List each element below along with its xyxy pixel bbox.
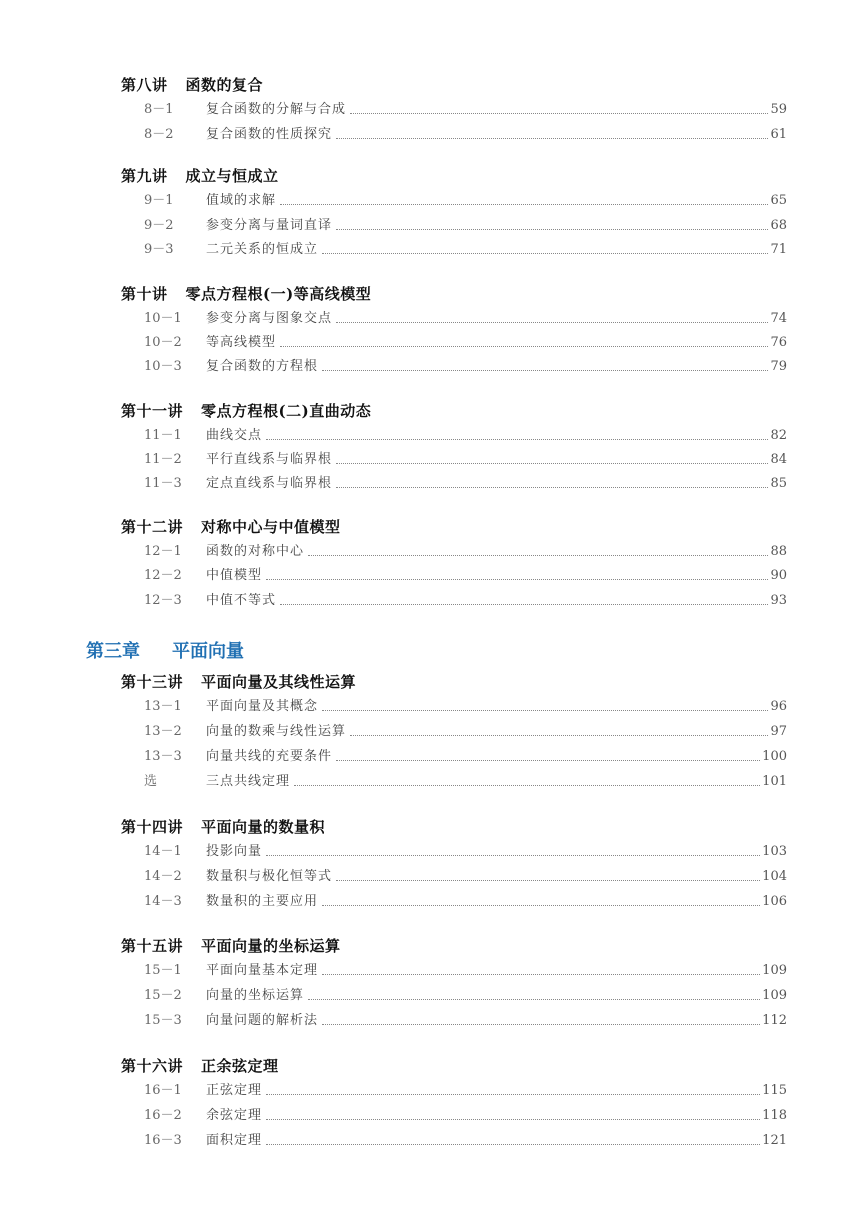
section-title: 值域的求解 [206, 193, 277, 208]
toc-entry[interactable] [144, 451, 787, 469]
toc-entry[interactable] [144, 334, 787, 352]
dot-leader [280, 603, 768, 605]
page-number: 96 [770, 699, 787, 714]
chapter-heading [86, 641, 244, 663]
dot-leader [266, 1093, 760, 1095]
chapter-title: 平面向量 [172, 641, 244, 662]
section-title: 向量的数乘与线性运算 [206, 724, 347, 739]
section-number: 14－3 [144, 894, 182, 909]
section-title: 等高线模型 [206, 335, 277, 350]
page-number: 59 [770, 102, 787, 117]
page-number: 97 [770, 724, 787, 739]
section-title: 复合函数的性质探究 [206, 127, 333, 142]
toc-entry[interactable] [144, 241, 787, 259]
section-number: 12－2 [144, 568, 182, 583]
page-number: 79 [770, 359, 787, 374]
page-number: 88 [770, 544, 787, 559]
dot-leader [280, 203, 768, 205]
section-number: 15－3 [144, 1013, 182, 1028]
dot-leader [350, 734, 768, 736]
dot-leader [322, 369, 768, 371]
section-number: 14－1 [144, 844, 182, 859]
page-number: 121 [762, 1133, 787, 1148]
lecture-title: 零点方程根(二)直曲动态 [201, 402, 372, 420]
lecture-number: 第十二讲 [121, 518, 184, 536]
lecture-number: 第十四讲 [121, 818, 184, 836]
page-number: 115 [762, 1083, 787, 1098]
page-number: 65 [770, 193, 787, 208]
section-title: 三点共线定理 [206, 774, 291, 789]
lecture-title: 函数的复合 [185, 76, 264, 94]
section-title: 正弦定理 [206, 1083, 263, 1098]
toc-entry[interactable] [144, 543, 787, 561]
section-number: 16－1 [144, 1083, 182, 1098]
section-number: 9－2 [144, 218, 174, 233]
section-number: 10－3 [144, 359, 182, 374]
page-number: 100 [762, 749, 787, 764]
lecture-heading [121, 936, 341, 956]
section-number: 15－1 [144, 963, 182, 978]
toc-entry[interactable] [144, 101, 787, 119]
lecture-heading [121, 1056, 279, 1076]
page-number: 84 [770, 452, 787, 467]
section-number: 11－2 [144, 452, 182, 467]
page-number: 106 [762, 894, 787, 909]
toc-entry[interactable] [144, 475, 787, 493]
section-title: 中值模型 [206, 568, 263, 583]
page-number: 101 [762, 774, 787, 789]
lecture-number: 第十三讲 [121, 673, 184, 691]
toc-entry[interactable] [144, 310, 787, 328]
page-number: 71 [770, 242, 787, 257]
page-number: 76 [770, 335, 787, 350]
lecture-number: 第十五讲 [121, 937, 184, 955]
lecture-title: 零点方程根(一)等高线模型 [185, 285, 372, 303]
section-number: 选 [144, 774, 158, 789]
section-number: 16－3 [144, 1133, 182, 1148]
lecture-title: 对称中心与中值模型 [201, 518, 341, 536]
dot-leader [266, 438, 768, 440]
section-number: 12－3 [144, 593, 182, 608]
section-number: 13－2 [144, 724, 182, 739]
section-title: 平面向量基本定理 [206, 963, 319, 978]
page-number: 118 [762, 1108, 787, 1123]
lecture-heading [121, 817, 325, 837]
section-title: 投影向量 [206, 844, 263, 859]
dot-leader [322, 973, 760, 975]
toc-entry[interactable] [144, 893, 787, 911]
toc-entry[interactable] [144, 723, 787, 741]
page-number: 93 [770, 593, 787, 608]
section-title: 向量共线的充要条件 [206, 749, 333, 764]
dot-leader [336, 486, 768, 488]
lecture-heading [121, 401, 371, 421]
page-number: 103 [762, 844, 787, 859]
section-title: 中值不等式 [206, 593, 277, 608]
section-title: 平行直线系与临界根 [206, 452, 333, 467]
dot-leader [350, 112, 768, 114]
section-number: 14－2 [144, 869, 182, 884]
section-number: 16－2 [144, 1108, 182, 1123]
lecture-heading [121, 517, 341, 537]
toc-entry[interactable] [144, 1082, 787, 1100]
lecture-title: 成立与恒成立 [185, 167, 279, 185]
toc-entry[interactable] [144, 698, 787, 716]
dot-leader [280, 345, 768, 347]
section-title: 面积定理 [206, 1133, 263, 1148]
lecture-heading [121, 75, 263, 95]
toc-entry[interactable] [144, 987, 787, 1005]
toc-entry[interactable] [144, 358, 787, 376]
lecture-title: 平面向量的坐标运算 [201, 937, 341, 955]
dot-leader [308, 554, 768, 556]
section-title: 二元关系的恒成立 [206, 242, 319, 257]
section-number: 13－1 [144, 699, 182, 714]
section-title: 定点直线系与临界根 [206, 476, 333, 491]
lecture-number: 第十讲 [121, 285, 168, 303]
toc-entry[interactable] [144, 843, 787, 861]
page-number: 104 [762, 869, 787, 884]
lecture-heading [121, 284, 371, 304]
dot-leader [322, 904, 760, 906]
dot-leader [336, 137, 768, 139]
chapter-number: 第三章 [86, 641, 140, 662]
section-number: 9－3 [144, 242, 174, 257]
section-title: 向量问题的解析法 [206, 1013, 319, 1028]
toc-entry[interactable] [144, 1107, 787, 1125]
section-number: 11－1 [144, 428, 182, 443]
section-number: 10－1 [144, 311, 182, 326]
toc-entry[interactable] [144, 217, 787, 235]
section-title: 函数的对称中心 [206, 544, 305, 559]
lecture-heading [121, 672, 356, 692]
section-title: 参变分离与量词直译 [206, 218, 333, 233]
section-title: 数量积与极化恒等式 [206, 869, 333, 884]
page-number: 61 [770, 127, 787, 142]
toc-entry[interactable] [144, 868, 787, 886]
section-title: 平面向量及其概念 [206, 699, 319, 714]
page-number: 109 [762, 988, 787, 1003]
page-number: 109 [762, 963, 787, 978]
page-number: 85 [770, 476, 787, 491]
toc-entry[interactable] [144, 567, 787, 585]
dot-leader [322, 1023, 760, 1025]
page-number: 112 [762, 1013, 787, 1028]
toc-entry[interactable] [144, 748, 787, 766]
section-title: 复合函数的分解与合成 [206, 102, 347, 117]
section-title: 参变分离与图象交点 [206, 311, 333, 326]
dot-leader [336, 759, 760, 761]
toc-entry[interactable] [144, 1132, 787, 1150]
lecture-heading [121, 166, 279, 186]
section-title: 余弦定理 [206, 1108, 263, 1123]
section-number: 10－2 [144, 335, 182, 350]
section-number: 11－3 [144, 476, 182, 491]
page-number: 82 [770, 428, 787, 443]
dot-leader [308, 998, 760, 1000]
toc-entry[interactable] [144, 962, 787, 980]
toc-entry[interactable] [144, 1012, 787, 1030]
lecture-number: 第十六讲 [121, 1057, 184, 1075]
page-number: 74 [770, 311, 787, 326]
dot-leader [266, 854, 760, 856]
dot-leader [336, 321, 768, 323]
dot-leader [294, 784, 760, 786]
lecture-number: 第十一讲 [121, 402, 184, 420]
toc-entry[interactable] [144, 773, 787, 791]
lecture-number: 第八讲 [121, 76, 168, 94]
section-title: 向量的坐标运算 [206, 988, 305, 1003]
dot-leader [266, 1143, 760, 1145]
toc-entry[interactable] [144, 592, 787, 610]
toc-entry[interactable] [144, 427, 787, 445]
dot-leader [322, 709, 768, 711]
toc-entry[interactable] [144, 126, 787, 144]
page-number: 68 [770, 218, 787, 233]
dot-leader [266, 1118, 760, 1120]
page-number: 90 [770, 568, 787, 583]
lecture-title: 正余弦定理 [201, 1057, 279, 1075]
section-number: 8－2 [144, 127, 174, 142]
dot-leader [266, 578, 768, 580]
section-number: 8－1 [144, 102, 174, 117]
lecture-number: 第九讲 [121, 167, 168, 185]
lecture-title: 平面向量的数量积 [201, 818, 326, 836]
section-number: 12－1 [144, 544, 182, 559]
section-number: 15－2 [144, 988, 182, 1003]
section-number: 13－3 [144, 749, 182, 764]
dot-leader [336, 462, 768, 464]
toc-entry[interactable] [144, 192, 787, 210]
dot-leader [336, 228, 768, 230]
section-title: 复合函数的方程根 [206, 359, 319, 374]
dot-leader [322, 252, 768, 254]
section-title: 曲线交点 [206, 428, 263, 443]
section-number: 9－1 [144, 193, 174, 208]
lecture-title: 平面向量及其线性运算 [201, 673, 357, 691]
section-title: 数量积的主要应用 [206, 894, 319, 909]
dot-leader [336, 879, 760, 881]
